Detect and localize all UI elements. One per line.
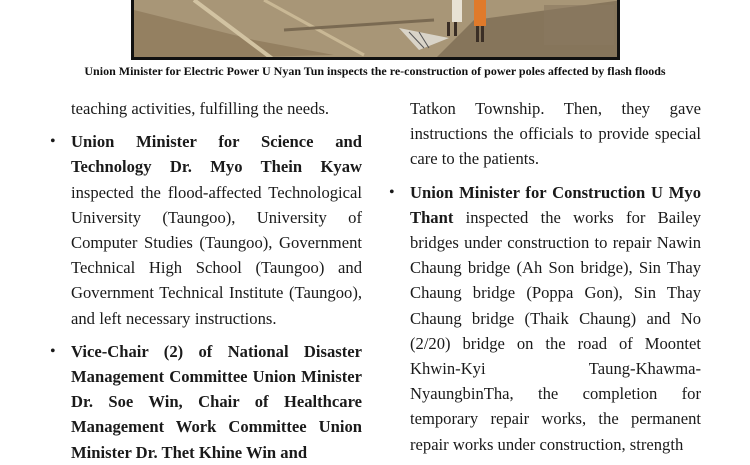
list-item <box>50 339 362 465</box>
item-heading: Union Minister for Construction U Myo Thant <box>410 182 701 227</box>
right-intro-paragraph: Tatkon Township. Then, they gave instructions the officials to provide special care to the patients. <box>410 99 701 169</box>
bullet-icon: • <box>389 183 395 201</box>
construction-site-photo <box>134 0 620 60</box>
right-column <box>389 96 701 457</box>
photo-caption: Union Minister for Electric Power U Nyan Tun inspects the re-construction of power poles affected by flash floods <box>84 64 666 78</box>
bullet-icon: • <box>50 133 56 151</box>
item-heading: Union Minister for Science and Technology Dr. Myo Thein Kyaw <box>71 132 362 177</box>
list-item <box>389 180 701 457</box>
list-item <box>50 129 362 331</box>
item-heading: Vice-Chair (2) of National Disaster Management Committee Union Minister Dr. Soe Win, Chair of Healthcare Management Work Committee Union Minister Dr. Thet Khine Win and <box>71 341 362 462</box>
item-text: inspected the works for Bailey bridges under construction to repair Nawin Chaung bridge (Ah Son bridge), Sin Thay Chaung bridge (Poppa Gon), Sin Thay Chaung bridge (Thaik Chaung) and No (2/20) bridge on the road of Moontet Khwin-Kyi Taung-Khawma-NyaungbinTha, the completion for temporary repair works, the permanent repair works under construction, strength <box>410 207 701 454</box>
item-text: inspected the flood-affected Technological University (Taungoo), University of Computer Studies (Taungoo), Government Technical High School (Taungoo) and Government Technical Institute (Taungoo), and left necessary instructions. <box>71 182 362 328</box>
news-photo <box>131 0 620 60</box>
left-intro-paragraph: teaching activities, fulfilling the needs. <box>71 99 330 118</box>
bullet-icon: • <box>50 342 56 360</box>
left-column <box>50 96 362 465</box>
